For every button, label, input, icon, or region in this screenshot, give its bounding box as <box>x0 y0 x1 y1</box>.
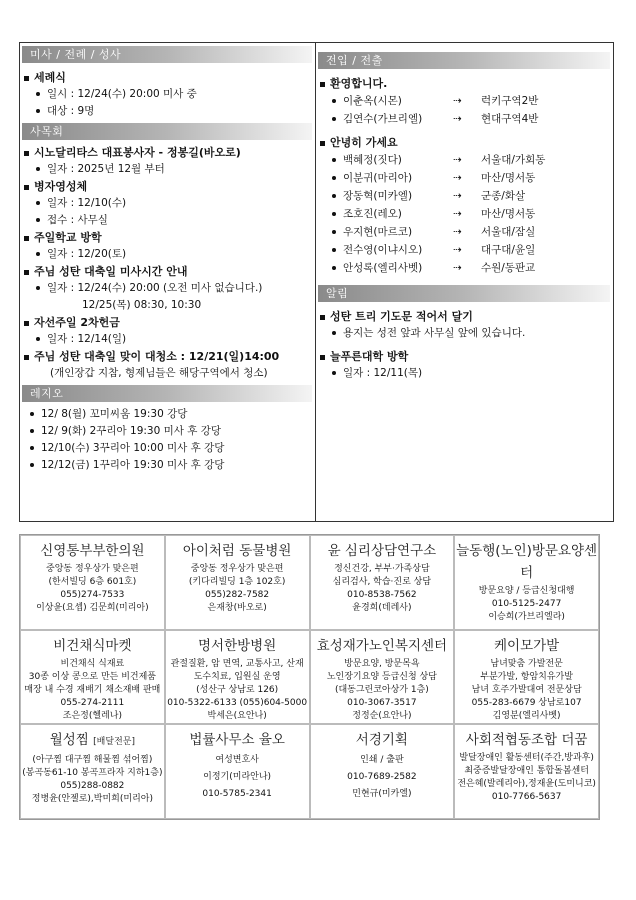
youth-title: 늘푸른대학 방학 <box>330 350 409 363</box>
ad-title: 케이모가발 <box>494 637 560 654</box>
section-header-legio: 레지오 <box>22 385 312 402</box>
person-name: 안성록(엘리사벳) <box>343 262 423 274</box>
bullet-dot-icon <box>36 201 40 205</box>
arrow-right-icon: ⇢ <box>453 154 462 166</box>
farewell-row <box>318 241 610 259</box>
ad-line: 전은혜(발레리아),정재윤(도미니코) <box>457 779 596 790</box>
ad-line: 정병윤(안젤로),박미희(미리아) <box>31 794 153 805</box>
baptism-line: 일시 : 12/24(수) 20:00 미사 중 <box>47 88 197 100</box>
ad-line: 방문요양, 방문목욕 <box>344 658 420 669</box>
advent-line: 용지는 성전 앞과 사무실 앞에 있습니다. <box>343 327 526 339</box>
ad-title-small: [배달전문] <box>93 737 135 748</box>
arrow-right-icon: ⇢ <box>453 113 462 125</box>
ad-line: 010-5125-2477 <box>491 599 562 609</box>
ad-card <box>310 535 455 630</box>
bullet-square-icon <box>24 236 29 241</box>
anointing-title: 병자영성체 <box>34 180 88 193</box>
right-column <box>318 52 610 382</box>
legio-item: 12/12(금) 1꾸리아 19:30 미사 후 강당 <box>41 459 225 471</box>
ad-card <box>20 724 165 819</box>
farewell-row <box>318 169 610 187</box>
advent-title: 성탄 트리 기도문 적어서 달기 <box>330 310 473 323</box>
bullet-dot-icon <box>30 446 34 450</box>
legio-item: 12/10(수) 3꾸리아 10:00 미사 후 강당 <box>41 442 225 454</box>
ad-line: 은재창(바오로) <box>207 603 267 613</box>
bullet-square-icon <box>24 151 29 156</box>
sunday-school-title: 주일학교 방학 <box>34 231 102 244</box>
ad-line: 인쇄 / 출판 <box>360 755 404 766</box>
arrow-right-icon: ⇢ <box>453 226 462 238</box>
farewell-row <box>318 151 610 169</box>
person-name: 이춘옥(시몬) <box>343 95 402 107</box>
ad-line: 남녀 호주가발대여 전문상담 <box>471 684 582 695</box>
ad-line: 010-5785-2341 <box>202 789 272 800</box>
farewell-row <box>318 187 610 205</box>
destination: 대구대/윤일 <box>481 244 536 256</box>
arrow-right-icon: ⇢ <box>453 95 462 107</box>
bullet-dot-icon <box>30 412 34 416</box>
ad-line: 정정순(요안나) <box>352 710 412 721</box>
ad-line: 이정기(미라안나) <box>203 772 272 783</box>
ad-line: 발달장애인 활동센터(주간,방과후) <box>459 753 594 764</box>
arrow-right-icon: ⇢ <box>453 208 462 220</box>
baptism-title: 세례식 <box>34 71 66 84</box>
person-name: 이분귀(마리아) <box>343 172 413 184</box>
ad-line: 도수치료, 입원실 운영 <box>193 671 281 682</box>
ad-card <box>454 630 599 725</box>
welcome-section <box>318 75 610 128</box>
bullet-dot-icon <box>332 331 336 335</box>
ad-line: 055)274-7533 <box>60 590 125 600</box>
legio-item: 12/ 8(월) 꼬미씨움 19:30 강당 <box>41 408 188 420</box>
ad-line: 중앙동 정우상가 맞은편 <box>190 564 284 574</box>
christmas-mass-line: 일자 : 12/24(수) 20:00 (오전 미사 없습니다.) <box>47 282 263 294</box>
sunday-school-section <box>22 229 312 263</box>
ad-card <box>165 630 310 725</box>
ad-line: 박세은(요안나) <box>207 710 267 721</box>
bullet-dot-icon <box>332 266 336 270</box>
person-name: 조호진(레오) <box>343 208 402 220</box>
farewell-title: 안녕히 가세요 <box>330 136 398 149</box>
ad-card <box>20 535 165 630</box>
welcome-title: 환영합니다. <box>330 77 388 90</box>
sinodal-section <box>22 144 312 178</box>
ad-line: 부분가발, 항암치유가발 <box>480 671 573 682</box>
bullet-dot-icon <box>332 371 336 375</box>
ad-title: 아이처럼 동물병원 <box>182 543 292 559</box>
ad-line: 최중증발달장애인 통합돌봄센터 <box>464 766 589 777</box>
bullet-square-icon <box>24 270 29 275</box>
anointing-section <box>22 178 312 229</box>
youth-line: 일자 : 12/11(목) <box>343 367 423 379</box>
bullet-dot-icon <box>332 117 336 121</box>
christmas-mass-extra: 12/25(목) 08:30, 10:30 <box>82 299 202 311</box>
person-name: 우지현(마르코) <box>343 226 413 238</box>
ad-line: 010-7689-2582 <box>347 772 417 783</box>
ad-title: 월성찜 <box>49 732 89 749</box>
bullet-dot-icon <box>36 337 40 341</box>
ad-line: 010-8538-7562 <box>347 590 417 600</box>
ad-title: 비건채식마켓 <box>53 637 132 654</box>
destination: 수원/동판교 <box>481 262 536 274</box>
baptism-line: 대상 : 9명 <box>47 105 95 117</box>
legio-list <box>22 406 312 474</box>
ad-line: (대동그린코아상가 1층) <box>334 684 429 695</box>
ad-line: 055-274-2111 <box>60 697 125 708</box>
section-header-notice: 알림 <box>318 285 610 302</box>
ad-title: 늘동행(노인)방문요양센터 <box>456 543 598 581</box>
bullet-square-icon <box>320 82 325 87</box>
charity-section <box>22 314 312 348</box>
ad-line: 윤경희(데레사) <box>352 603 412 613</box>
ad-line: 노인장기요양 등급신청 상담 <box>326 671 437 682</box>
bullet-square-icon <box>24 355 29 360</box>
destination: 마산/명서동 <box>481 172 536 184</box>
anointing-line: 일자 : 12/10(수) <box>47 197 127 209</box>
ad-card <box>310 724 455 819</box>
ad-line: 055-283-6679 상남로107 <box>471 697 582 708</box>
welcome-row <box>318 92 610 110</box>
bullet-dot-icon <box>30 463 34 467</box>
ad-line: 조은정(헬레나) <box>62 710 122 721</box>
ad-line: 매장 내 수경 재배기 채소재배 판매 <box>24 684 161 695</box>
ad-line: 이승희(가브리엘라) <box>488 612 565 622</box>
ad-card <box>165 724 310 819</box>
cleaning-section <box>22 348 312 382</box>
baptism-section <box>22 69 312 120</box>
arrow-right-icon: ⇢ <box>453 262 462 274</box>
ad-line: 010-7766-5637 <box>491 792 562 803</box>
bullet-dot-icon <box>332 158 336 162</box>
cleaning-extra: (개인장갑 지참, 형제님들은 해당구역에서 청소) <box>50 367 268 379</box>
ad-line: (아구찜 대구찜 해물찜 섞어찜) <box>32 755 153 766</box>
ad-line: 30종 이상 콩으로 만든 비건제품 <box>28 671 156 682</box>
ad-title: 법률사무소 율오 <box>189 732 285 749</box>
ad-line: 김영분(엘리사벳) <box>492 710 561 721</box>
anointing-line: 접수 : 사무실 <box>47 214 108 226</box>
ad-card <box>454 535 599 630</box>
bullet-square-icon <box>24 321 29 326</box>
bullet-dot-icon <box>332 212 336 216</box>
arrow-right-icon: ⇢ <box>453 172 462 184</box>
farewell-section <box>318 134 610 277</box>
ad-line: (한서빌딩 6층 601호) <box>48 577 137 587</box>
ad-title: 서경기획 <box>355 732 408 749</box>
ad-title: 명서한방병원 <box>198 637 277 654</box>
farewell-row <box>318 259 610 277</box>
ad-card <box>20 630 165 725</box>
left-column <box>22 46 312 474</box>
bullet-square-icon <box>320 141 325 146</box>
bullet-dot-icon <box>332 248 336 252</box>
destination: 군종/화살 <box>481 190 526 202</box>
bullet-dot-icon <box>36 167 40 171</box>
ad-line: 055)282-7582 <box>205 590 270 600</box>
arrow-right-icon: ⇢ <box>453 190 462 202</box>
ad-line: 이상윤(요셉) 김문희(미리아) <box>36 603 149 613</box>
charity-line: 일자 : 12/14(일) <box>47 333 127 345</box>
bullet-dot-icon <box>332 230 336 234</box>
person-name: 장동혁(미카엘) <box>343 190 413 202</box>
section-header-liturgy: 미사 / 전례 / 성사 <box>22 46 312 63</box>
ad-card <box>310 630 455 725</box>
ad-line: 민현규(미카엘) <box>352 789 412 800</box>
section-header-transfer: 전입 / 전출 <box>318 52 610 69</box>
bullet-square-icon <box>320 355 325 360</box>
ad-line: 정신건강, 부부·가족상담 <box>334 564 430 574</box>
farewell-row <box>318 205 610 223</box>
farewell-row <box>318 223 610 241</box>
destination: 서울대/잠실 <box>481 226 536 238</box>
christmas-mass-section <box>22 263 312 314</box>
ad-title: 효성재가노인복지센터 <box>316 637 448 654</box>
ad-card <box>165 535 310 630</box>
arrow-right-icon: ⇢ <box>453 244 462 256</box>
person-name: 김연수(가브리엘) <box>343 113 423 125</box>
sinodal-line: 일자 : 2025년 12월 부터 <box>47 163 165 175</box>
section-header-pastoral: 사목회 <box>22 123 312 140</box>
person-name: 전수영(이냐시오) <box>343 244 423 256</box>
bullet-dot-icon <box>36 218 40 222</box>
ad-line: 남녀맞춤 가발전문 <box>490 658 563 669</box>
ad-title: 사회적협동조합 더꿈 <box>465 732 588 749</box>
ad-line: 055)288-0882 <box>60 781 125 792</box>
ad-line: (키다리빌딩 1층 102호) <box>188 577 286 587</box>
ad-line: 여성변호사 <box>215 755 259 766</box>
bullet-dot-icon <box>36 252 40 256</box>
ad-line: 관절질환, 암 면역, 교통사고, 산재 <box>170 658 304 669</box>
sunday-school-line: 일자 : 12/20(토) <box>47 248 127 260</box>
cleaning-title: 주님 성탄 대축일 맞이 대청소 : 12/21(일)14:00 <box>34 350 280 363</box>
bullet-dot-icon <box>36 92 40 96</box>
ad-line: 비건채식 식재료 <box>60 658 125 669</box>
destination: 서울대/가회동 <box>481 154 546 166</box>
ad-card <box>454 724 599 819</box>
charity-title: 자선주일 2차헌금 <box>34 316 120 329</box>
sponsor-ads-grid <box>19 534 600 820</box>
bullet-square-icon <box>24 185 29 190</box>
destination: 마산/명서동 <box>481 208 536 220</box>
advent-section <box>318 308 610 342</box>
bullet-square-icon <box>24 76 29 81</box>
ad-title: 윤 심리상담연구소 <box>327 543 437 559</box>
bullet-dot-icon <box>36 109 40 113</box>
welcome-row <box>318 110 610 128</box>
bullet-dot-icon <box>30 429 34 433</box>
bullet-dot-icon <box>36 286 40 290</box>
ad-line: 방문요양 / 등급신청대행 <box>478 586 575 596</box>
ad-line: 심리검사, 학습·진로 상담 <box>332 577 432 587</box>
youth-section <box>318 348 610 382</box>
person-name: 백혜정(짓다) <box>343 154 402 166</box>
ad-line: (성산구 상남로 126) <box>196 684 279 695</box>
ad-line: (봉곡동61-10 봉곡프라자 지하1층) <box>22 768 163 779</box>
column-divider <box>315 42 316 522</box>
christmas-mass-title: 주님 성탄 대축일 미사시간 안내 <box>34 265 188 278</box>
destination: 현대구역4반 <box>481 113 539 125</box>
ad-line: 중앙동 정우상가 맞은편 <box>46 564 139 574</box>
ad-title: 신영통부부한의원 <box>40 543 145 559</box>
bullet-dot-icon <box>332 176 336 180</box>
destination: 럭키구역2반 <box>481 95 539 107</box>
sinodal-title: 시노달리타스 대표봉사자 - 정봉길(바오로) <box>34 146 241 159</box>
bullet-square-icon <box>320 315 325 320</box>
bullet-dot-icon <box>332 194 336 198</box>
legio-item: 12/ 9(화) 2꾸리아 19:30 미사 후 강당 <box>41 425 222 437</box>
ad-line: 010-3067-3517 <box>347 697 417 708</box>
bullet-dot-icon <box>332 99 336 103</box>
ad-line: 010-5322-6133 (055)604-5000 <box>167 697 308 708</box>
